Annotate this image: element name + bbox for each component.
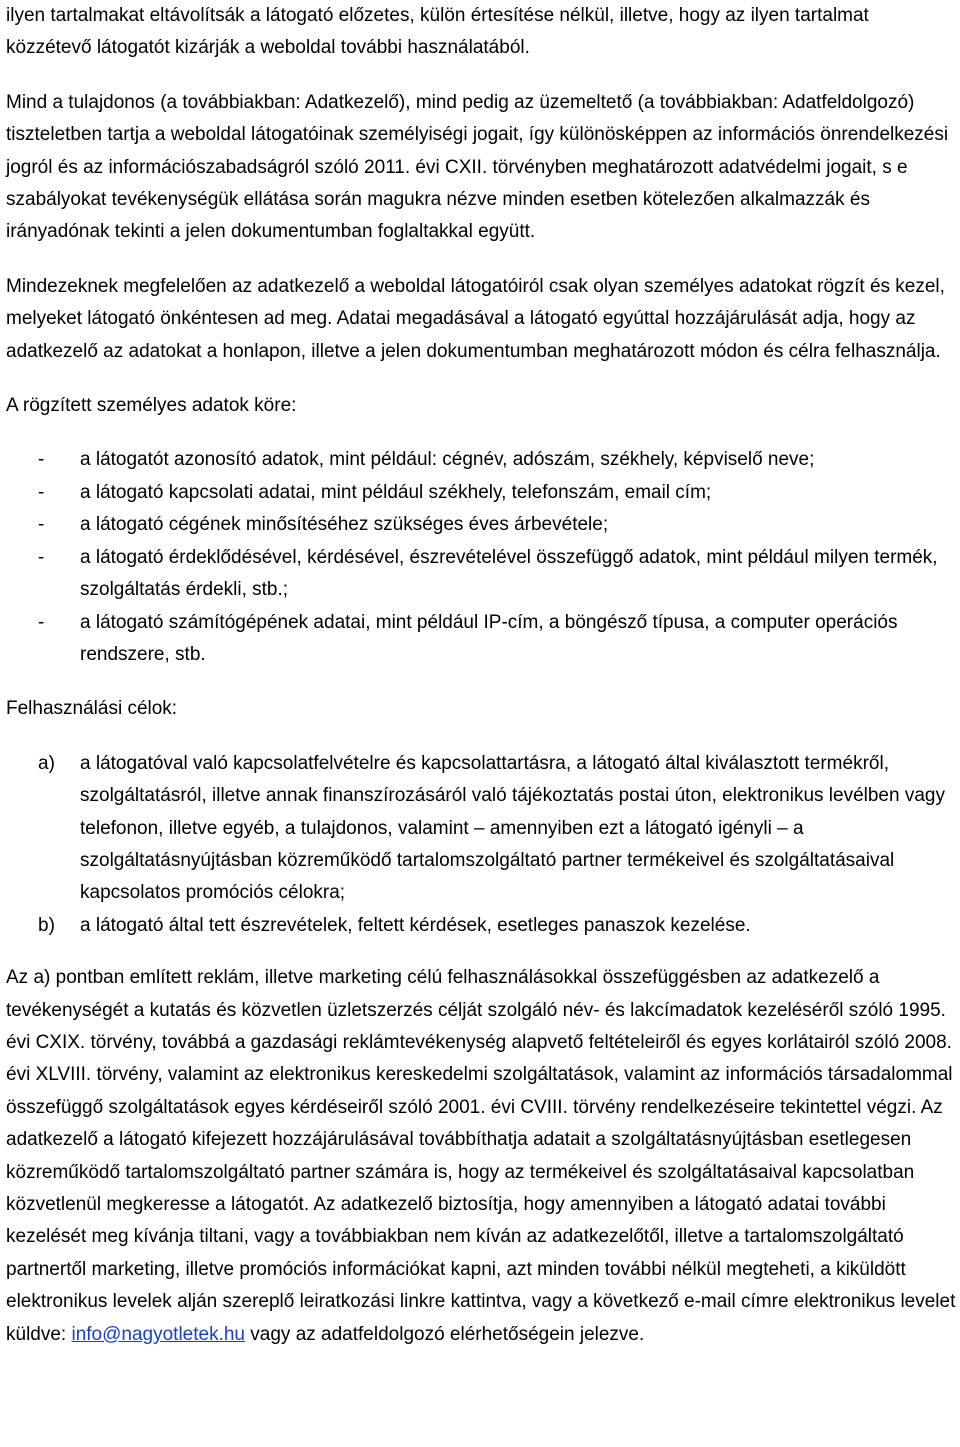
list-marker: -: [38, 611, 45, 633]
list-item: [6, 509, 958, 541]
purposes-list: [6, 748, 958, 942]
list-item: [6, 444, 958, 476]
list-item: [6, 542, 958, 607]
list-item: [6, 607, 958, 672]
data-scope-heading: A rögzített személyes adatok köre:: [6, 395, 297, 417]
data-scope-list: [6, 444, 958, 671]
list-marker: -: [38, 546, 45, 568]
paragraph-continuation: ilyen tartalmakat eltávolítsák a látogató előzetes, külön értesítése nélkül, illetve, hogy az ilyen tartalmat közzétevő látogatót kizárják a weboldal további használatából.: [6, 5, 869, 59]
paragraph-marketing-tail: vagy az adatfeldolgozó elérhetőségein jelezve.: [245, 1323, 645, 1345]
list-marker: -: [38, 449, 45, 471]
list-marker: -: [38, 481, 45, 503]
list-marker: b): [38, 914, 55, 936]
list-marker: -: [38, 514, 45, 536]
list-item: [6, 748, 958, 910]
purposes-heading: Felhasználási célok:: [6, 698, 178, 720]
paragraph-data-recording: Mindezeknek megfelelően az adatkezelő a weboldal látogatóiról csak olyan személyes adatokat rögzít és kezel, melyeket látogató önkéntesen ad meg. Adatai megadásával a látogató egyúttal hozzájárulását adja, hogy az adatkezelő az adatokat a honlapon, illetve a jelen dokumentumban meghatározott módon és célra felhasználja.: [6, 275, 945, 362]
list-item-text: a látogatóval való kapcsolatfelvételre és kapcsolattartásra, a látogató által kiválasztott termékről, szolgáltatásról, illetve annak finanszírozásáról való tájékoztatás postai úton, elektronikus levélben vagy telefonon, illetve egyéb, a tulajdonos, valamint – amennyiben ezt a látogató igényli – a szolgáltatásnyújtásban közreműködő tartalomszolgáltató partner termékeivel és szolgáltatásaival kapcsolatos promóciós célokra;: [80, 752, 945, 904]
paragraph-marketing-text: Az a) pontban említett reklám, illetve marketing célú felhasználásokkal összefüggésben az adatkezelő a tevékenységét a kutatás és közvetlen üzletszerzés célját szolgáló név- és lakcímadatok kezeléséről szóló 1995. évi CXIX. törvény, továbbá a gazdasági reklámtevékenység alapvető feltételeiről és egyes korlátairól szóló 2008. évi XLVIII. törvény, valamint az elektronikus kereskedelmi szolgáltatások, valamint az információs társadalommal összefüggő szolgáltatások egyes kérdéseiről szóló 2001. évi CVIII. törvény rendelkezéseire tekintettel végzi. Az adatkezelő a látogató kifejezett hozzájárulásával továbbíthatja adatait a szolgáltatásnyújtásban esetlegesen közreműködő tartalomszolgáltató partner számára is, hogy az termékeivel és szolgáltatásaival kapcsolatban közvetlenül megkeresse a látogatót. Az adatkezelő biztosítja, hogy amennyiben a látogató adatai további kezelését meg kívánja tiltani, vagy a továbbiakban nem kíván az adatkezelőtől, illetve a tartalomszolgáltató partnertől marketing, illetve promóciós információkat kapni, azt minden további nélkül megteheti, a kiküldött elektronikus levelek alján szereplő leiratkozási linkre kattintva, vagy a következő e-mail címre elektronikus levelet küldve:: [6, 967, 956, 1345]
list-item: [6, 477, 958, 509]
list-item-text: a látogató cégének minősítéséhez szükséges éves árbevétele;: [80, 514, 609, 536]
paragraph-marketing: [6, 962, 958, 1351]
list-item-text: a látogató érdeklődésével, kérdésével, észrevételével összefüggő adatok, mint például milyen termék, szolgáltatás érdekli, stb.;: [80, 546, 938, 601]
document-page: [6, 0, 958, 1351]
list-marker: a): [38, 752, 55, 774]
list-item-text: a látogatót azonosító adatok, mint például: cégnév, adószám, székhely, képviselő neve;: [80, 449, 815, 471]
list-item: [6, 910, 958, 942]
contact-email-link[interactable]: info@nagyotletek.hu: [71, 1323, 245, 1345]
list-item-text: a látogató által tett észrevételek, feltett kérdések, esetleges panaszok kezelése.: [80, 914, 751, 936]
list-item-text: a látogató számítógépének adatai, mint például IP-cím, a böngésző típusa, a computer operációs rendszere, stb.: [80, 611, 898, 665]
list-item-text: a látogató kapcsolati adatai, mint például székhely, telefonszám, email cím;: [80, 481, 712, 503]
paragraph-data-controller: Mind a tulajdonos (a továbbiakban: Adatkezelő), mind pedig az üzemeltető (a továbbiakban: Adatfeldolgozó) tiszteletben tartja a weboldal látogatóinak személyiségi jogait, így különösképpen az információs önrendelkezési jogról és az információszabadságról szóló 2011. évi CXII. törvényben meghatározott adatvédelmi jogait, s e szabályokat tevékenységük ellátása során magukra nézve minden esetben kötelezően alkalmazzák és irányadónak tekinti a jelen dokumentumban foglaltakkal együtt.: [6, 91, 949, 243]
